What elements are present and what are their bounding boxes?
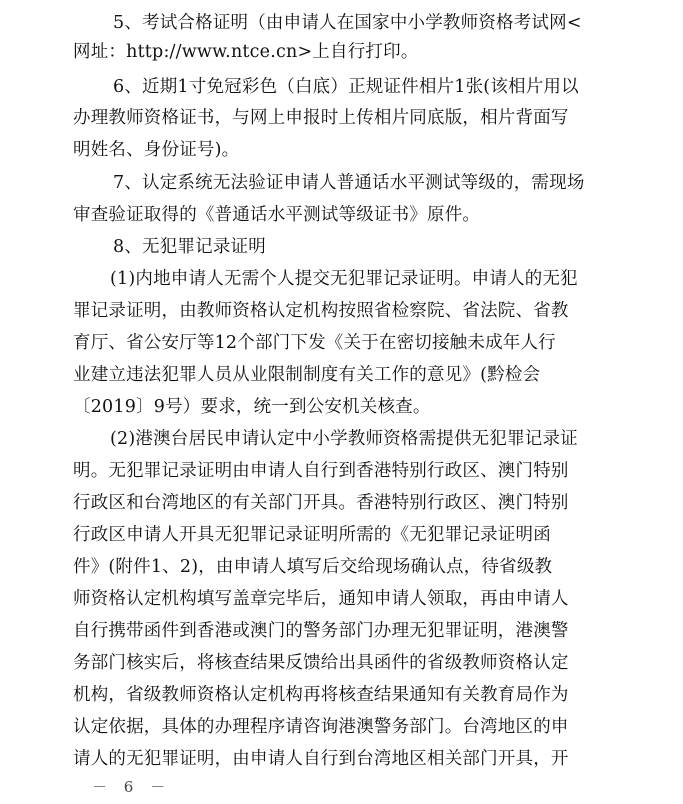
- text-line: 业建立违法犯罪人员从业限制制度有关工作的意见》(黔检会: [73, 365, 541, 385]
- text-line: (1)内地申请人无需个人提交无犯罪记录证明。申请人的无犯: [110, 269, 578, 289]
- text-line: 〔2019〕9号）要求，统一到公安机关核查。: [73, 397, 431, 417]
- text-line: 办理教师资格证书，与网上申报时上传相片同底版，相片背面写: [73, 108, 569, 128]
- text-line: 6、近期1寸免冠彩色（白底）正规证件相片1张(该相片用以: [113, 77, 579, 97]
- text-line: 机构，省级教师资格认定机构再将核查结果通知有关教育局作为: [73, 685, 569, 705]
- text-line: 请人的无犯罪证明，由申请人自行到台湾地区相关部门开具，开: [73, 749, 569, 769]
- text-line: 5、考试合格证明（由申请人在国家中小学教师资格考试网<: [113, 13, 582, 33]
- text-line: 自行携带函件到香港或澳门的警务部门办理无犯罪证明，港澳警: [73, 621, 569, 641]
- text-line: 网址：http://www.ntce.cn>上自行打印。: [73, 42, 419, 62]
- text-line: 育厅、省公安厅等12个部门下发《关于在密切接触未成年人行: [73, 333, 556, 353]
- page-number: － 6 －: [92, 778, 172, 796]
- text-line: 件》(附件1、2)，由申请人填写后交给现场确认点，待省级教: [73, 557, 553, 577]
- text-line: 罪记录证明，由教师资格认定机构按照省检察院、省法院、省教: [73, 301, 569, 321]
- text-line: 务部门核实后，将核查结果反馈给出具函件的省级教师资格认定: [73, 653, 569, 673]
- text-line: 7、认定系统无法验证申请人普通话水平测试等级的，需现场: [113, 173, 585, 193]
- text-line: 审查验证取得的《普通话水平测试等级证书》原件。: [73, 205, 481, 225]
- text-line: 明。无犯罪记录证明由申请人自行到香港特别行政区、澳门特别: [73, 461, 569, 481]
- text-line: 行政区申请人开具无犯罪记录证明所需的《无犯罪记录证明函: [73, 525, 551, 545]
- text-line: 行政区和台湾地区的有关部门开具。香港特别行政区、澳门特别: [73, 493, 569, 513]
- text-line: 认定依据，具体的办理程序请咨询港澳警务部门。台湾地区的申: [73, 717, 569, 737]
- text-line: 明姓名、身份证号)。: [73, 140, 240, 160]
- section-heading: 8、无犯罪记录证明: [113, 237, 266, 257]
- text-line: (2)港澳台居民申请认定中小学教师资格需提供无犯罪记录证: [110, 429, 578, 449]
- text-line: 师资格认定机构填写盖章完毕后，通知申请人领取，再由申请人: [73, 589, 569, 609]
